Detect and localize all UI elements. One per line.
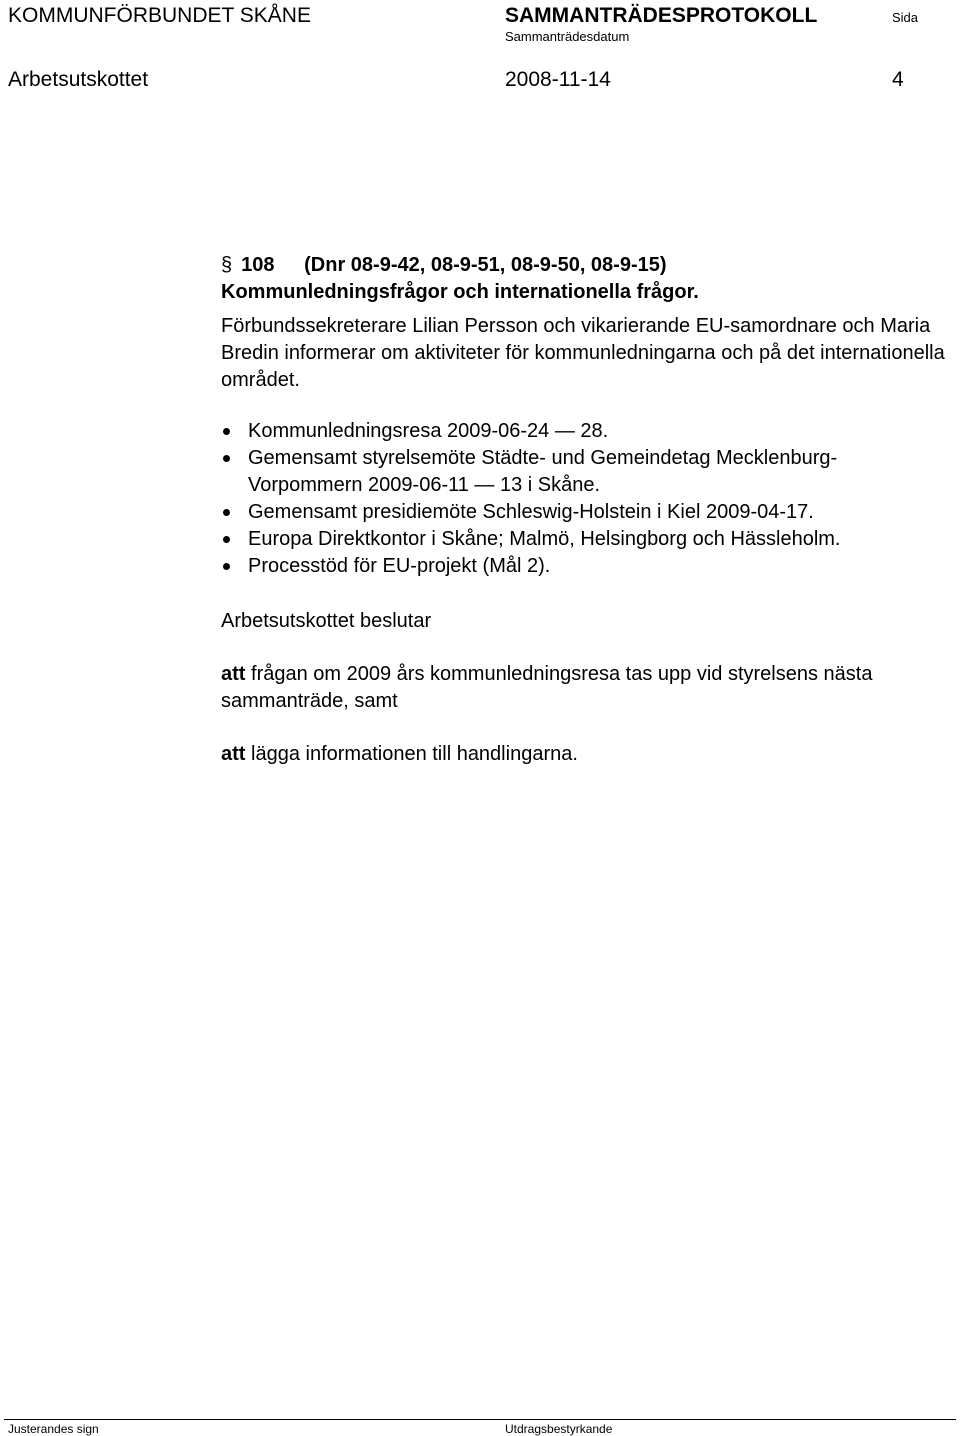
section-reference-line — [221, 252, 951, 279]
decision-heading: Arbetsutskottet beslutar — [221, 610, 432, 632]
section-heading — [221, 252, 951, 306]
bullet-icon — [223, 509, 230, 516]
section-number: 108 — [241, 254, 275, 276]
organization-name: KOMMUNFÖRBUNDET SKÅNE — [8, 4, 311, 27]
att-keyword: att — [221, 743, 246, 765]
meeting-date-label: Sammanträdesdatum — [505, 29, 630, 44]
bullet-icon — [223, 428, 230, 435]
decision-clause-text: frågan om 2009 års kommunledningsresa tas upp vid styrelsens nästa sammanträde, samt — [221, 663, 873, 712]
page-label: Sida — [892, 10, 919, 25]
section-title: Kommunledningsfrågor och internationella frågor. — [221, 281, 699, 303]
bullet-icon — [223, 536, 230, 543]
intro-paragraph: Förbundssekreterare Lilian Persson och vikarierande EU-samordnare och Maria Bredin informerar om aktiviteter för kommunledningarna och på det internationella området. — [221, 315, 945, 391]
paragraph-symbol: § — [221, 254, 233, 276]
bullet-icon — [223, 455, 230, 462]
att-keyword: att — [221, 663, 246, 685]
page-number: 4 — [892, 68, 904, 91]
list-item — [221, 445, 951, 499]
list-item — [221, 526, 951, 553]
decision-clause — [221, 741, 951, 768]
meeting-date: 2008-11-14 — [505, 68, 611, 91]
list-item — [221, 499, 951, 526]
list-item-text: Gemensamt presidiemöte Schleswig-Holstein i Kiel 2009-04-17. — [248, 501, 814, 523]
footer-divider — [4, 1419, 956, 1420]
document-type: SAMMANTRÄDESPROTOKOLL — [505, 4, 818, 27]
list-item-text: Kommunledningsresa 2009-06-24 — 28. — [248, 420, 609, 442]
bullet-icon — [223, 563, 230, 570]
list-item — [221, 553, 951, 580]
decision-clause-text: lägga informationen till handlingarna. — [251, 743, 578, 765]
list-item — [221, 418, 951, 445]
list-item-text: Europa Direktkontor i Skåne; Malmö, Helsingborg och Hässleholm. — [248, 528, 841, 550]
list-item-text: Processtöd för EU-projekt (Mål 2). — [248, 555, 551, 577]
diary-reference: (Dnr 08-9-42, 08-9-51, 08-9-50, 08-9-15) — [304, 254, 667, 276]
list-item-text: Gemensamt styrelsemöte Städte- und Gemeindetag Mecklenburg-Vorpommern 2009-06-11 — 13 i Skåne. — [248, 447, 838, 496]
signature-label: Justerandes sign — [8, 1422, 99, 1436]
activity-list — [221, 418, 951, 580]
extract-certification-label: Utdragsbestyrkande — [505, 1422, 613, 1436]
decision-clause — [221, 661, 951, 715]
committee-name: Arbetsutskottet — [8, 68, 149, 91]
protocol-section — [221, 252, 951, 768]
